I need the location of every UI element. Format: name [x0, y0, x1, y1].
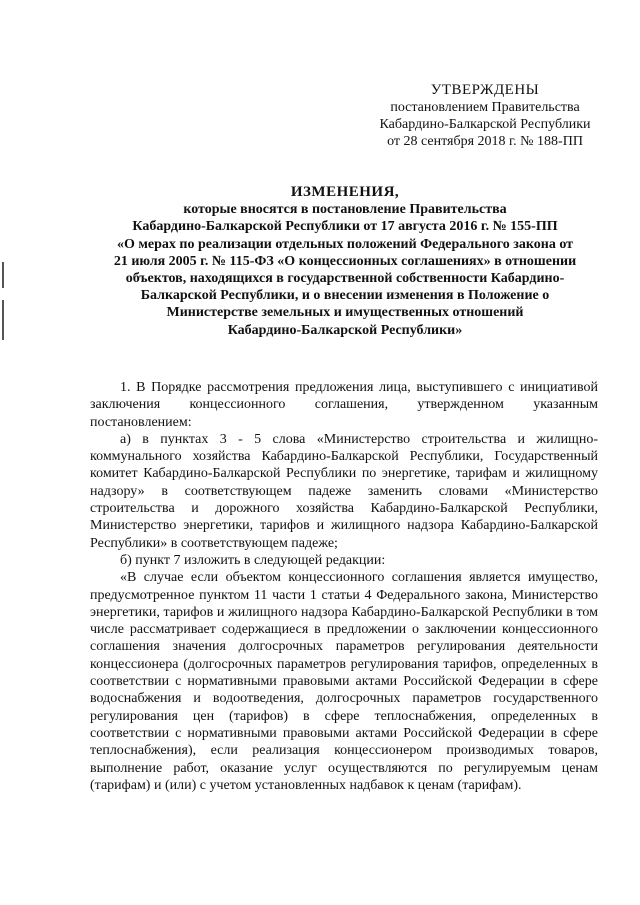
approval-stamp: [360, 82, 610, 150]
document-heading: [90, 184, 600, 339]
approval-title: УТВЕРЖДЕНЫ: [430, 82, 540, 98]
heading-line: Кабардино-Балкарской Республики»: [227, 322, 463, 338]
heading-line: 21 июля 2005 г. № 115-ФЗ «О концессионных соглашениях» в отношении: [113, 253, 577, 269]
heading-title: ИЗМЕНЕНИЯ,: [290, 184, 400, 200]
document-body: [90, 379, 598, 794]
paragraph: «В случае если объектом концессионного соглашения является имущество, предусмотренное пунктом 11 части 1 статьи 4 Федерального закона, Министерство энергетики, тарифов и жилищного надзора Кабардино-Балкарской Республики в том числе рассматривает содержащиеся в предложении о заключении концессионного соглашения значения долгосрочных параметров регулирования деятельности концессионера (долгосрочных параметров регулирования тарифов, определенных в соответствии с нормативными правовыми актами Российской Федерации в сфере водоснабжения и водоотведения, долгосрочных параметров государственного регулирования цен (тарифов) в сфере теплоснабжения, определенных в соответствии с нормативными правовыми актами Российской Федерации в сфере теплоснабжения), если реализация концессионером производимых товаров, выполнение работ, оказание услуг осуществляются по регулируемым ценам (тарифам) и (или) с учетом установленных надбавок к ценам (тарифам).: [90, 570, 598, 793]
heading-line: Балкарской Республики, и о внесении изменения в Положение о: [140, 288, 550, 304]
heading-line: которые вносятся в постановление Правительства: [183, 202, 507, 218]
approval-line: Кабардино-Балкарской Республики: [379, 117, 591, 132]
paragraph: 1. В Порядке рассмотрения предложения лица, выступившего с инициативой заключения концессионного соглашения, утвержденном указанным постановлением:: [90, 380, 598, 430]
scan-margin-mark: [2, 262, 4, 288]
scan-margin-mark: [2, 300, 4, 340]
approval-line: постановлением Правительства: [390, 100, 580, 115]
approval-line: от 28 сентября 2018 г. № 188-ПП: [387, 134, 583, 149]
paragraph: б) пункт 7 изложить в следующей редакции:: [120, 552, 386, 568]
heading-line: Министерстве земельных и имущественных отношений: [166, 305, 524, 321]
paragraph: а) в пунктах 3 - 5 слова «Министерство строительства и жилищно-коммунального хозяйства Кабардино-Балкарской Республики, Государственный комитет Кабардино-Балкарской Республики по энергетике, тарифам и жилищному надзору» в соответствующем падеже заменить словами «Министерство строительства и дорожного хозяйства Кабардино-Балкарской Республики, Министерство энергетики, тарифов и жилищного надзора Кабардино-Балкарской Республики» в соответствующем падеже;: [90, 431, 598, 551]
heading-line: объектов, находящихся в государственной собственности Кабардино-: [125, 271, 565, 287]
heading-line: Кабардино-Балкарской Республики от 17 августа 2016 г. № 155-ПП: [132, 219, 558, 235]
heading-line: «О мерах по реализации отдельных положений Федерального закона от: [116, 236, 574, 252]
